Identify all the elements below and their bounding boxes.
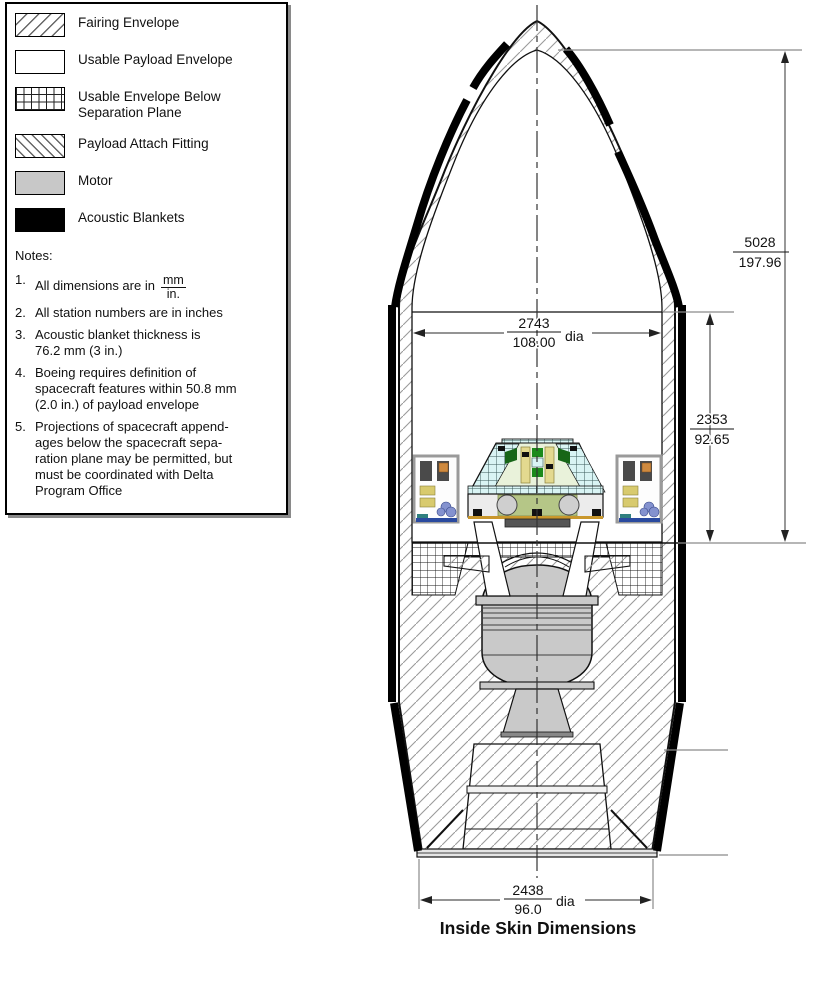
svg-text:96.0: 96.0	[514, 901, 542, 917]
note-4: 4. Boeing requires definition of spacecraft features within 50.8 mm (2.0 in.) of payload envelope	[15, 365, 237, 412]
side-equipment-box-left	[414, 456, 458, 522]
dia-label: dia	[556, 893, 575, 909]
note-2: 2. All station numbers are in inches	[15, 305, 223, 320]
dia-label: dia	[565, 328, 584, 344]
note-3: 3. Acoustic blanket thickness is 76.2 mm (3 in.)	[15, 327, 201, 358]
legend-label: Usable Envelope Below Separation Plane	[78, 89, 221, 120]
dimension-overall-height	[733, 51, 789, 542]
svg-text:197.96: 197.96	[738, 254, 782, 270]
mm-in-fraction: $\frac{mm}{in.}$	[162, 273, 184, 301]
legend-label: Payload Attach Fitting	[78, 136, 209, 151]
svg-text:92.65: 92.65	[694, 431, 730, 447]
diagram-caption: Inside Skin Dimensions	[439, 918, 637, 938]
legend-label: Fairing Envelope	[78, 15, 180, 30]
svg-text:2353: 2353	[696, 411, 728, 427]
svg-text:108.00: 108.00	[512, 334, 556, 350]
legend-label: Motor	[78, 173, 113, 188]
side-equipment-box-right	[617, 456, 661, 522]
svg-text:2743: 2743	[518, 315, 550, 331]
svg-text:2438: 2438	[512, 882, 544, 898]
note-1: 1. All dimensions are in $\frac{mm}{in.}$	[15, 272, 184, 301]
dimension-cylinder-height	[690, 313, 734, 542]
legend-label: Acoustic Blankets	[78, 210, 185, 225]
note-5: 5. Projections of spacecraft append- ages below the spacecraft sepa- ration plane may be permitted, but must be coordinated with Delta Program Office	[15, 419, 233, 498]
legend-label: Usable Payload Envelope	[78, 52, 233, 67]
notes-title: Notes:	[15, 248, 53, 263]
dimension-base-diameter	[420, 882, 652, 917]
svg-text:5028: 5028	[744, 234, 776, 250]
